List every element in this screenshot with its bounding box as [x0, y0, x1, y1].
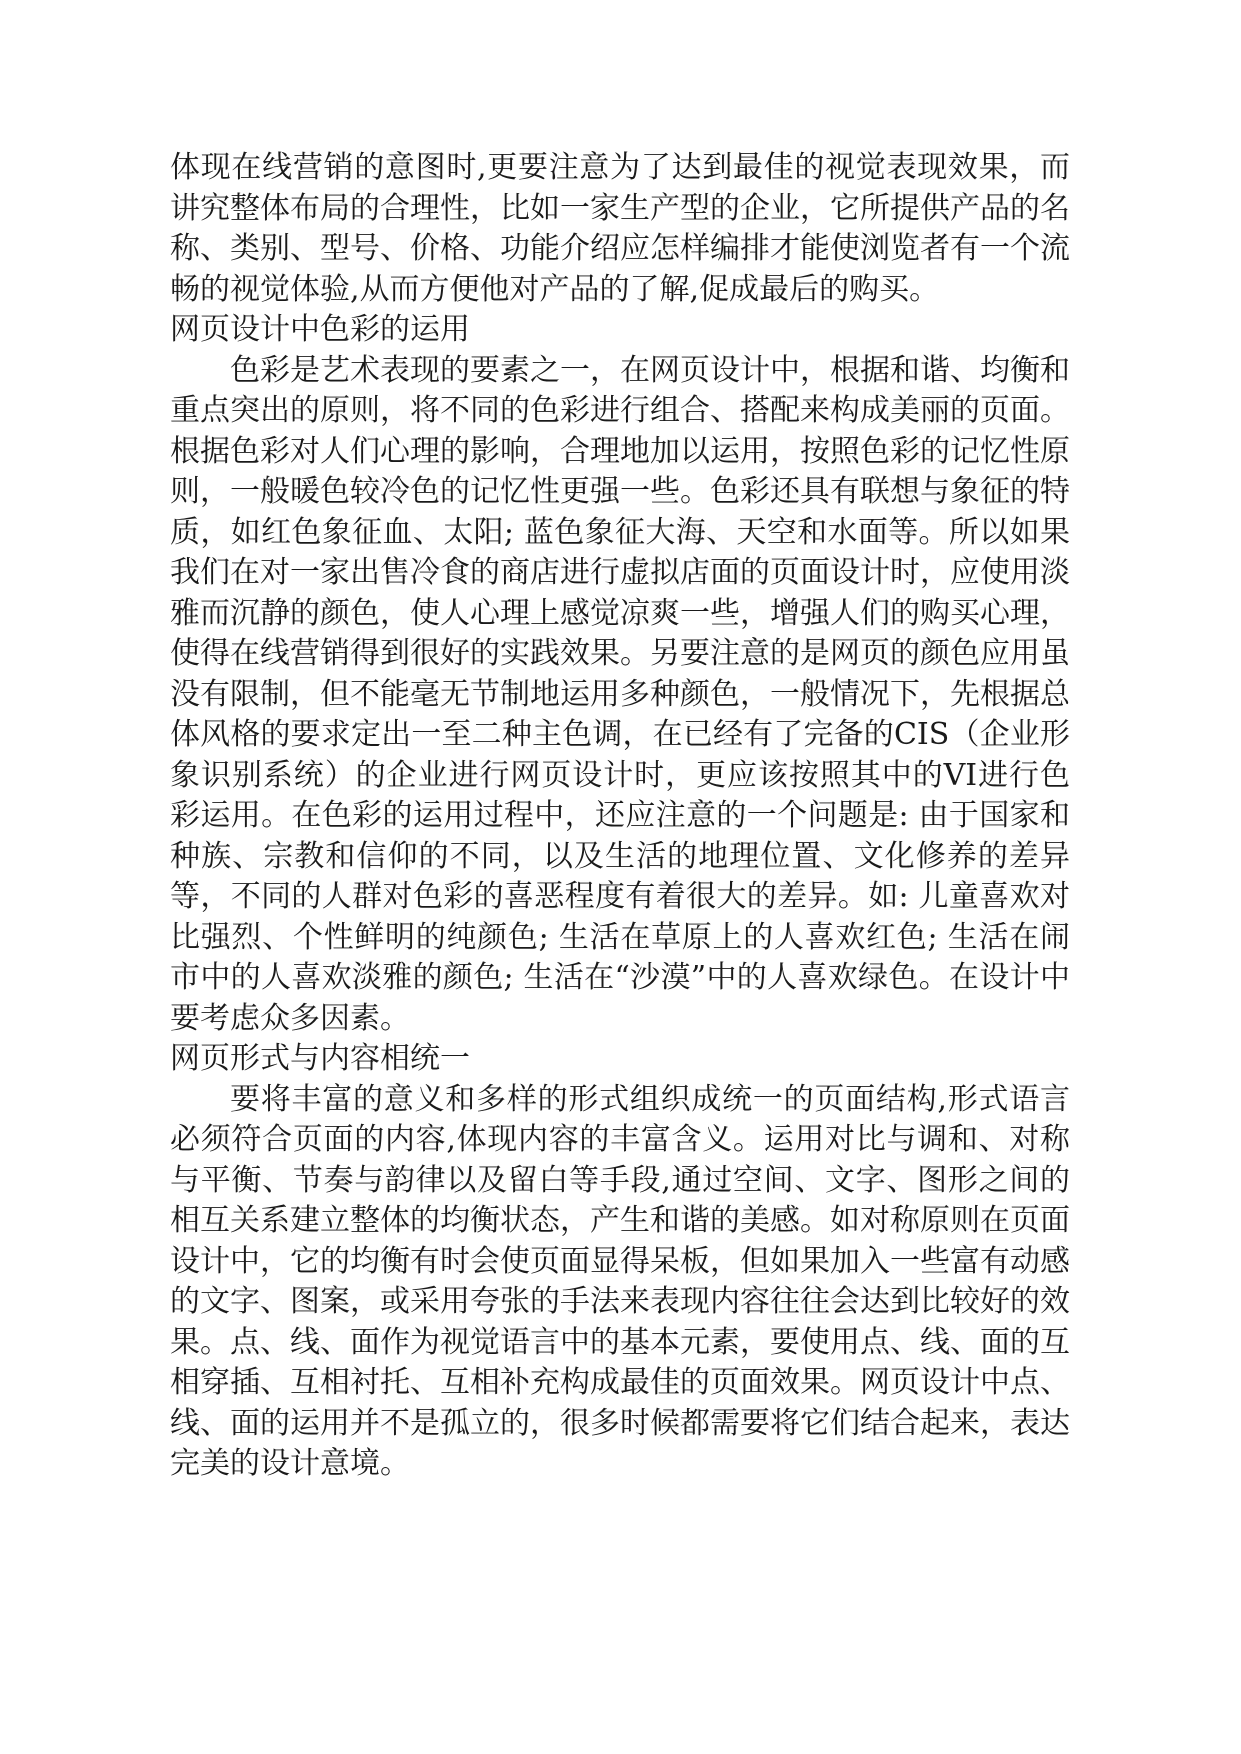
section-heading-form-content: 网页形式与内容相统一	[170, 1041, 470, 1076]
section-paragraph-color-usage: 色彩是艺术表现的要素之一，在网页设计中，根据和谐、均衡和重点突出的原则，将不同的色彩进行组合、搭配来构成美丽的页面。根据色彩对人们心理的影响，合理地加以运用，按照色彩的记忆性原则，一般暖色较冷色的记忆性更强一些。色彩还具有联想与象征的特质，如红色象征血、太阳; 蓝色象征大海、天空和水面等。所以如果我们在对一家出售冷食的商店进行虚拟店面的页面设计时，应使用淡雅而沉静的颜色，使人心理上感觉凉爽一些，增强人们的购买心理，使得在线营销得到很好的实践效果。另要注意的是网页的颜色应用虽没有限制，但不能毫无节制地运用多种颜色，一般情况下，先根据总体风格的要求定出一至二种主色调，在已经有了完备的CIS（企业形象识别系统）的企业进行网页设计时，更应该按照其中的VI进行色彩运用。在色彩的运用过程中，还应注意的一个问题是: 由于国家和种族、宗教和信仰的不同，以及生活的地理位置、文化修养的差异等，不同的人群对色彩的喜恶程度有着很大的差异。如: 儿童喜欢对比强烈、个性鲜明的纯颜色; 生活在草原上的人喜欢红色; 生活在闹市中的人喜欢淡雅的颜色; 生活在“沙漠”中的人喜欢绿色。在设计中要考虑众多因素。	[170, 352, 1070, 1036]
document-body	[170, 148, 1070, 1485]
intro-paragraph: 体现在线营销的意图时,更要注意为了达到最佳的视觉表现效果，而讲究整体布局的合理性，比如一家生产型的企业，它所提供产品的名称、类别、型号、价格、功能介绍应怎样编排才能使浏览者有一个流畅的视觉体验,从而方便他对产品的了解,促成最后的购买。	[170, 150, 1070, 307]
section-heading-color-usage: 网页设计中色彩的运用	[170, 312, 470, 347]
section-paragraph-form-content: 要将丰富的意义和多样的形式组织成统一的页面结构,形式语言必须符合页面的内容,体现内容的丰富含义。运用对比与调和、对称与平衡、节奏与韵律以及留白等手段,通过空间、文字、图形之间的相互关系建立整体的均衡状态，产生和谐的美感。如对称原则在页面设计中，它的均衡有时会使页面显得呆板，但如果加入一些富有动感的文字、图案，或采用夸张的手法来表现内容往往会达到比较好的效果。点、线、面作为视觉语言中的基本元素，要使用点、线、面的互相穿插、互相衬托、互相补充构成最佳的页面效果。网页设计中点、线、面的运用并不是孤立的，很多时候都需要将它们结合起来，表达完美的设计意境。	[170, 1081, 1070, 1481]
